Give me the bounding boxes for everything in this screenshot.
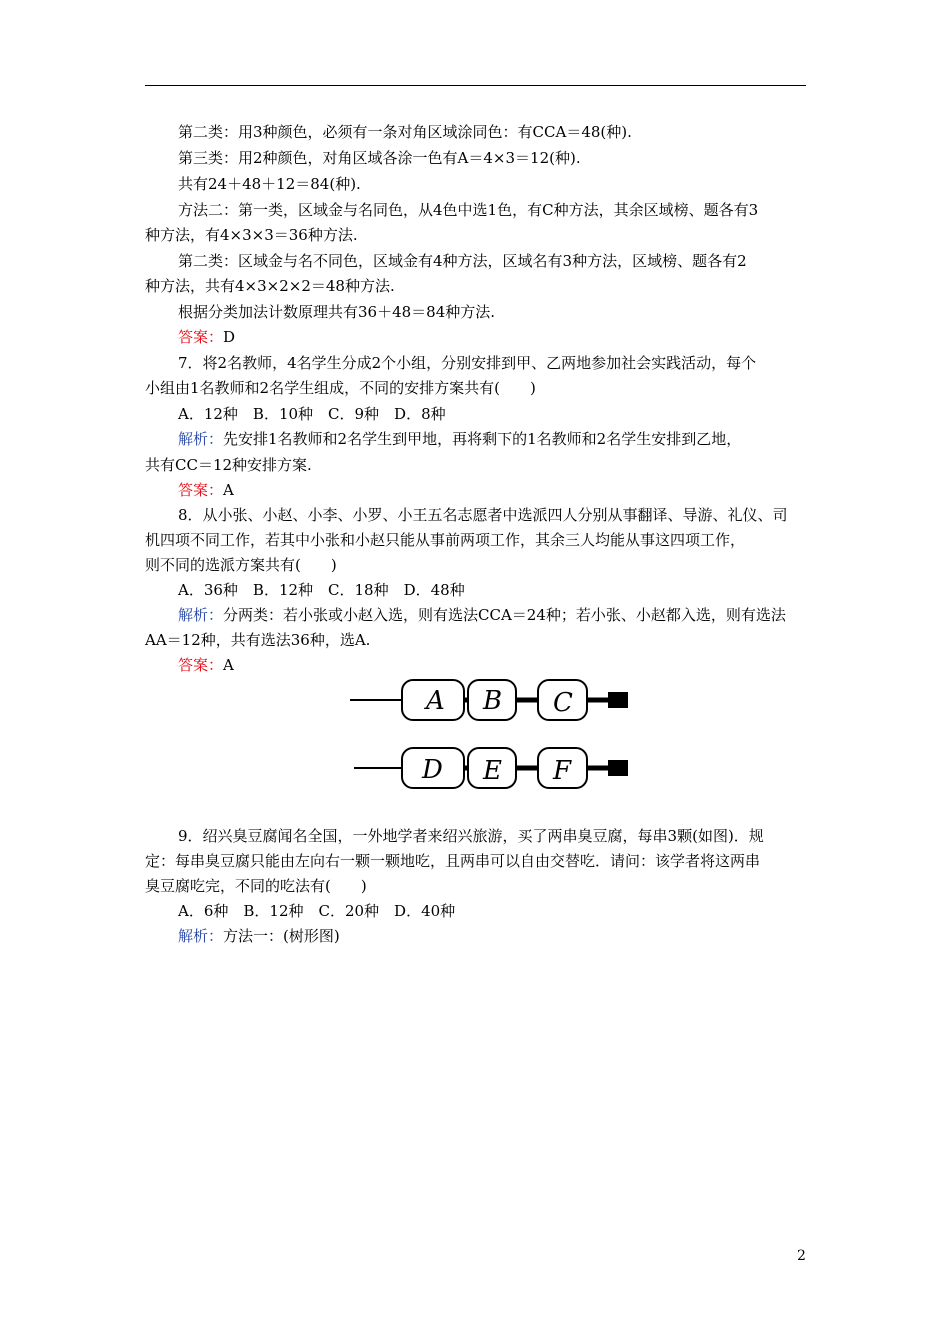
options-7: A．12种 B．10种 C．9种 D．8种	[178, 405, 446, 423]
text-line: 第二类：区域金与名不同色，区域金有4种方法，区域名有3种方法，区域榜、题各有2	[178, 252, 747, 270]
tofu-label: B	[483, 686, 503, 716]
analysis-label: 解析：	[178, 927, 224, 945]
question-8: 8．从小张、小赵、小李、小罗、小王五名志愿者中选派四人分别从事翻译、导游、礼仪、司	[178, 506, 788, 524]
analysis-line	[178, 605, 806, 625]
text-line: 种方法，有4×3×3＝36种方法.	[145, 226, 358, 244]
tofu-label: F	[553, 756, 572, 786]
question-9: 9．绍兴臭豆腐闻名全国，一外地学者来绍兴旅游，买了两串臭豆腐，每串3颗(如图)．规	[178, 827, 764, 845]
tofu-skewers-figure	[350, 672, 640, 796]
options-9: A．6种 B．12种 C．20种 D．40种	[178, 902, 456, 920]
text-line: 臭豆腐吃完，不同的吃法有( )	[145, 877, 367, 895]
skewer-row-2	[354, 748, 628, 788]
text-line: 共有CC＝12种安排方案.	[145, 456, 312, 474]
question-7: 7．将2名教师，4名学生分成2个小组，分别安排到甲、乙两地参加社会实践活动，每个	[178, 354, 757, 372]
text-line: AA＝12种，共有选法36种，选A.	[145, 631, 371, 649]
text-line: 则不同的选派方案共有( )	[145, 556, 337, 574]
answer-label: 答案：	[178, 656, 224, 674]
tofu-label: C	[553, 688, 573, 718]
analysis-label: 解析：	[178, 430, 224, 448]
text-line: 方法二：第一类，区域金与名同色，从4色中选1色，有C种方法，其余区域榜、题各有3	[178, 201, 759, 219]
tofu-label: D	[422, 755, 443, 785]
answer-label: 答案：	[178, 328, 224, 346]
analysis-label: 解析：	[178, 606, 224, 624]
text-line: 机四项不同工作，若其中小张和小赵只能从事前两项工作，其余三人均能从事这四项工作，	[145, 531, 746, 549]
options-8: A．36种 B．12种 C．18种 D．48种	[178, 581, 465, 599]
text-line: 第二类：用3种颜色，必须有一条对角区域涂同色：有CCA＝48(种).	[178, 123, 632, 141]
answer-label: 答案：	[178, 481, 224, 499]
analysis-line	[178, 429, 806, 449]
analysis-text: 方法一：(树形图)	[223, 927, 340, 945]
tofu-label: E	[483, 756, 502, 786]
skewer-row-1	[350, 680, 628, 720]
analysis-text: 先安排1名教师和2名学生到甲地，再将剩下的1名教师和2名学生安排到乙地，	[223, 430, 742, 448]
tofu-label: A	[426, 686, 445, 716]
answer-line	[178, 480, 806, 500]
text-line: 根据分类加法计数原理共有36＋48＝84种方法.	[178, 303, 496, 321]
text-line: 定：每串臭豆腐只能由左向右一颗一颗地吃，且两串可以自由交替吃．请问：该学者将这两串	[145, 852, 761, 870]
page-number: 2	[797, 1248, 806, 1264]
text-line: 种方法，共有4×3×2×2＝48种方法.	[145, 277, 395, 295]
analysis-line	[178, 926, 806, 946]
text-line: 第三类：用2种颜色，对角区域各涂一色有A＝4×3＝12(种).	[178, 149, 581, 167]
analysis-text: 分两类：若小张或小赵入选，则有选法CCA＝24种；若小张、小赵都入选，则有选法	[223, 606, 786, 624]
text-line: 共有24＋48＋12＝84(种).	[178, 175, 361, 193]
answer-value: D	[223, 328, 236, 346]
answer-value: A	[223, 481, 234, 499]
answer-value: A	[223, 656, 234, 674]
answer-line	[178, 327, 806, 347]
text-line: 小组由1名教师和2名学生组成，不同的安排方案共有( )	[145, 379, 536, 397]
header-rule	[145, 85, 806, 86]
